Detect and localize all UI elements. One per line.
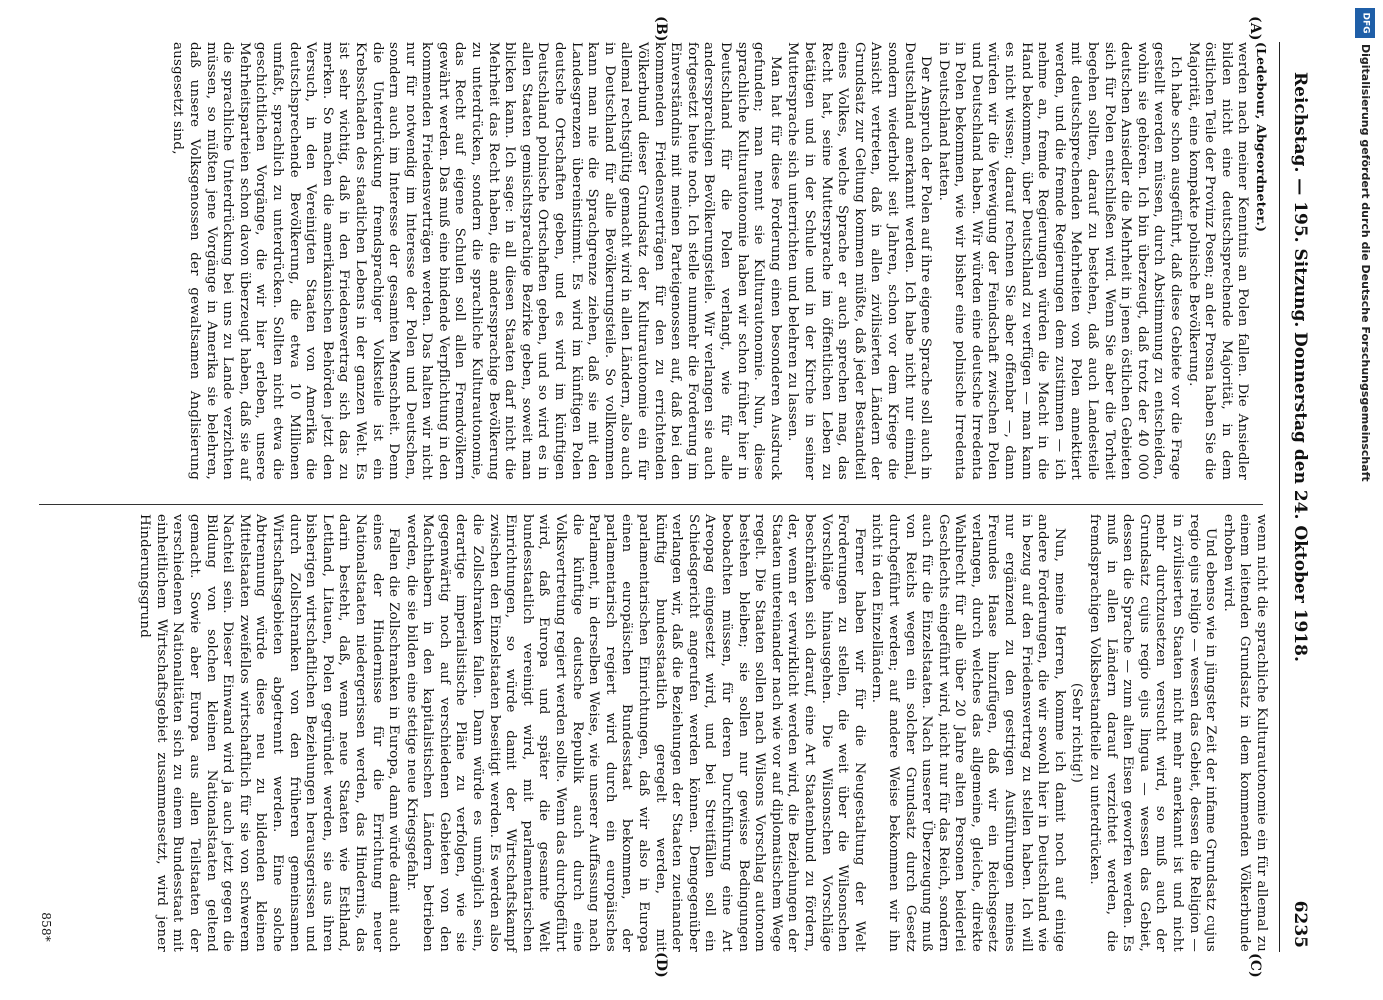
margin-marker-a: (A) — [1247, 16, 1263, 41]
column-divider — [39, 504, 1263, 505]
page-number: 6235 — [1290, 900, 1310, 948]
left-column — [39, 16, 1269, 480]
digitization-credit: Digitalisierung gefördert durch die Deutsche Forschungsgemeinschaft — [1359, 44, 1372, 482]
paragraph: werden nach meiner Kenntnis an Polen fallen. Die Ansiedler bilden nicht eine deutschsprechende Majorität, in dem östlichen Teile der Provinz Posen; an der Prosna haben Sie die Majorität, eine kompakte polnische Bevölkerung. — [1185, 42, 1251, 480]
margin-marker-c: (C) — [1247, 953, 1263, 978]
header-session: Reichstag. — 195. Sitzung. — [1290, 72, 1310, 328]
dfg-logo: DFG — [1355, 8, 1375, 38]
paragraph: Ferner haben wir für die Neugestaltung der Welt Forderungen zu stellen, die weit über die Wilsonschen Vorschläge hinausgehen. Die Wilsonschen Vorschläge beschränken sich darauf, eine Art Staatenbund zu fördern, der, wenn er verwirklicht werden wird, die Beziehungen der Staaten untereinander nach wie vor auf diplomatischem Wege regelt. Die Staaten sollen nach Wilsons Vorschlag autonom bestehen bleiben; sie sollen nur gewisse Bedingungen beobachten müssen, für deren Durchführung eine Art Areopag eingesetzt wird, und bei Streitfällen soll ein Schiedsgericht angerufen werden können. Demgegenüber verlangen wir, daß die Beziehungen der Staaten zueinander künftig bundesstaatlich geregelt werden, mit parlamentarischen Einrichtungen, daß wir also in Europa einen europäischen Bundesstaat bekommen, der parlamentarisch regiert wird durch ein europäisches Parlament, in derselben Weise, wie unserer Auffassung nach die künftige deutsche Republik auch durch eine Volksvertretung regiert werden sollte. Wenn das durchgeführt wird, daß Europa und später die gesamte Welt bundesstaatlich vereinigt wird, mit parlamentarischen Einrichtungen, so würde damit der Wirtschaftskampf zwischen den Einzelstaaten beseitigt werden. Es werden also die Zollschranken fallen. Dann würde es unmöglich sein, derartige imperialistische Pläne zu verfolgen, wie sie gegenwärtig noch auf verschiedenen Gebieten von den Machthabern in den kapitalistischen Ländern betrieben werden, die sie bilden eine stetige neue Kriegsgefahr. — [403, 514, 867, 952]
interjection: (Sehr richtig!) — [1069, 682, 1085, 784]
document-page — [30, 12, 1330, 978]
paragraph: Ich habe schon ausgeführt, daß diese Gebiete vor die Frage gestellt werden müssen, durch Abstimmung zu entscheiden, wohin sie gehören. Ich bin überzeugt, daß trotz der 40 000 deutschen Ansiedler die Mehrheit in jenen östlichen Gebieten sich für Polen entschließen wird. Wenn Sie aber die Torheit begehen sollten, darauf zu bestehen, daß auch Landesteile mit deutschsprechenden Mehrheiten von Polen annektiert werden, und die fremde Regierungen dem zustimmen — ich nehme an, fremde Regierungen würden die Macht in die Hand bekommen, über Deutschland zu verfügen — man kann es nicht wissen; darauf rechnen Sie aber offenbar —, dann würden wir die Verewigung der Feindschaft zwischen Polen und Deutschland haben. Wir würden eine deutsche Irredenta in Polen bekommen, wie wir bisher eine polnische Irredenta in Deutschland hatten. — [935, 42, 1184, 480]
paragraph: wenn nicht die sprachliche Kulturautonomie ein für allemal zu einem leitenden Grundsatz in dem kommenden Völkerbunde erhoben wird. — [1220, 514, 1269, 952]
speaker-label: (Ledebour, Abgeordneter.) — [1254, 42, 1269, 233]
paragraph: Nun, meine Herren, komme ich damit noch auf einige andere Forderungen, die wir sowohl hier in Deutschland wie in bezug auf den Friedensvertrag zu stellen haben. Ich will nur ergänzend zu den gestrigen Ausführungen meines Freundes Haase hinzufügen, daß wir ein Reichsgesetz verlangen, durch welches das allgemeine, gleiche, direkte Wahlrecht für alle über 20 Jahre alten Personen beiderlei Geschlechts eingeführt wird, nicht nur für das Reich, sondern auch für die Einzelstaaten. Nach unserer Überzeugung muß von Reichs wegen ein solcher Grundsatz durch Gesetz durchgeführt werden; auf andere Weise bekommen wir ihn nicht in den Einzelländern. — [869, 514, 1067, 952]
page-header — [1279, 42, 1314, 952]
paragraph: Fallen die Zollschranken in Europa, dann würde damit auch eines der Hindernisse für die Errichtung neuer Nationalstaaten niedergerissen werden, das Hindernis, das darin besteht, daß, wenn neue Staaten wie Esthland, Lettland, Litauen, Polen gegründet werden, sie aus ihren bisherigen wirtschaftlichen Beziehungen herausgerissen und durch Zollschranken von den früheren gemeinsamen Wirtschaftsgebieten abgetrennt werden. Eine solche Abtrennung würde diese neu zu bildenden kleinen Mittelstaaten zweifellos wirtschaftlich für sie von schwerem Nachteil sein. Dieser Einwand wird ja auch jetzt gegen die Bildung von solchen kleinen Nationalstaaten geltend gemacht. Sowie aber Europa aus allen Teilstaaten der verschiedenen Nationalitäten sich zu einem Bundesstaat mit einheitlichem Wirtschaftsgebiet zusammensetzt, wird jener Hinderungsgrund — [137, 514, 402, 952]
margin-marker-b: (B) — [653, 16, 669, 42]
digitization-stamp — [1352, 8, 1378, 988]
text-columns — [38, 16, 1269, 978]
signature-number: 858* — [38, 912, 53, 942]
paragraph: Und ebenso wie in jüngster Zeit der infame Grundsatz cujus regio ejus religio — wessen das Gebiet, dessen die Religion — in zivilisierten Staaten nicht mehr anerkannt ist und nicht mehr durchzusetzen versucht wird, so muß auch der Grundsatz cujus regio ejus lingua — wessen das Gebiet, dessen die Sprache — zum alten Eisen geworfen werden. Es muß in allen Ländern darauf verzichtet werden, die fremdsprachigen Volksbestandteile zu unterdrücken. — [1087, 514, 1219, 952]
right-column — [38, 514, 1269, 978]
margin-marker-d: (D) — [653, 952, 669, 978]
paragraph: Man hat für diese Forderung einen besonderen Ausdruck gefunden; man nennt sie Kulturautonomie. Nun, diese sprachliche Kulturautonomie haben wir schon früher hier in Deutschland für die Polen verlangt, wie für alle anderssprachigen Bevölkerungsteile. Wir verlangen sie auch fortgesetzt heute noch. Ich stelle nunmehr die Forderung im Einverständnis mit meinen Parteigenossen auf, daß bei den kommenden Friedensverträgen für den zu errichtenden Völkerbund dieser Grundsatz der Kulturautonomie ein für allemal rechtsgültig gemacht wird in allen Ländern, also auch in Deutschland für alle Bevölkerungsteile. So vollkommen kann man nie die Sprachgrenze ziehen, daß sie mit den Landesgrenzen übereinstimmt. Es wird im künftigen Polen deutsche Ortschaften geben, und es wird im künftigen Deutschland polnische Ortschaften geben, und so wird es in allen Staaten gemischtsprachige Bezirke geben, soweit man blicken kann. Ich sage: in all diesen Staaten darf nicht die Mehrheit das Recht haben, die anderssprachige Bevölkerung zu unterdrücken, sondern die sprachliche Kulturautonomie, das Recht auf eigene Schulen soll allen Fremdvölkern gewährt werden. Das muß eine bindende Verpflichtung in den kommenden Friedensverträgen werden. Das halten wir nicht nur für notwendig im Interesse der Polen und Deutschen, sondern auch im Interesse der gesamten Menschheit. Denn die Unterdrückung fremdsprachiger Volksteile ist ein Krebsschaden des staatlichen Lebens in der ganzen Welt. Es ist sehr wichtig, daß in den Friedensvertrag sich das zu merken. So machen die amerikanischen Behörden jetzt den Versuch, in den Vereinigten Staaten von Amerika die deutschsprechende Bevölkerung, die etwa 10 Millionen umfaßt, sprachlich zu unterdrücken. Sollten nicht etwa die geschichtlichen Vorgänge, die wir hier erleben, unsere Mehrheitsparteien schon davon überzeugt haben, daß sie auf die sprachliche Unterdrückung bei uns zu Lande verzichten müssen, so müßten jene Vorgänge in Amerika sie belehren, daß unsere Volksgenossen der gewaltsamen Anglisierung ausgesetzt sind, — [170, 42, 783, 480]
paragraph: Der Anspruch der Polen auf ihre eigene Sprache soll auch in Deutschland anerkannt werden. Ich habe nicht nur einmal, sondern wiederholt seit Jahren, schon vor dem Kriege die Ansicht vertreten, daß in allen zivilisierten Ländern der Grundsatz zur Geltung kommen müßte, daß jeder Bestandteil eines Volkes, welche Sprache er auch sprechen mag, das Recht hat, seine Muttersprache im öffentlichen Leben zu betätigen und in der Schule und in der Kirche in seiner Muttersprache sich unterrichten und belehren zu lassen. — [785, 42, 934, 480]
header-date: Donnerstag den 24. Oktober 1918. — [1290, 332, 1310, 662]
